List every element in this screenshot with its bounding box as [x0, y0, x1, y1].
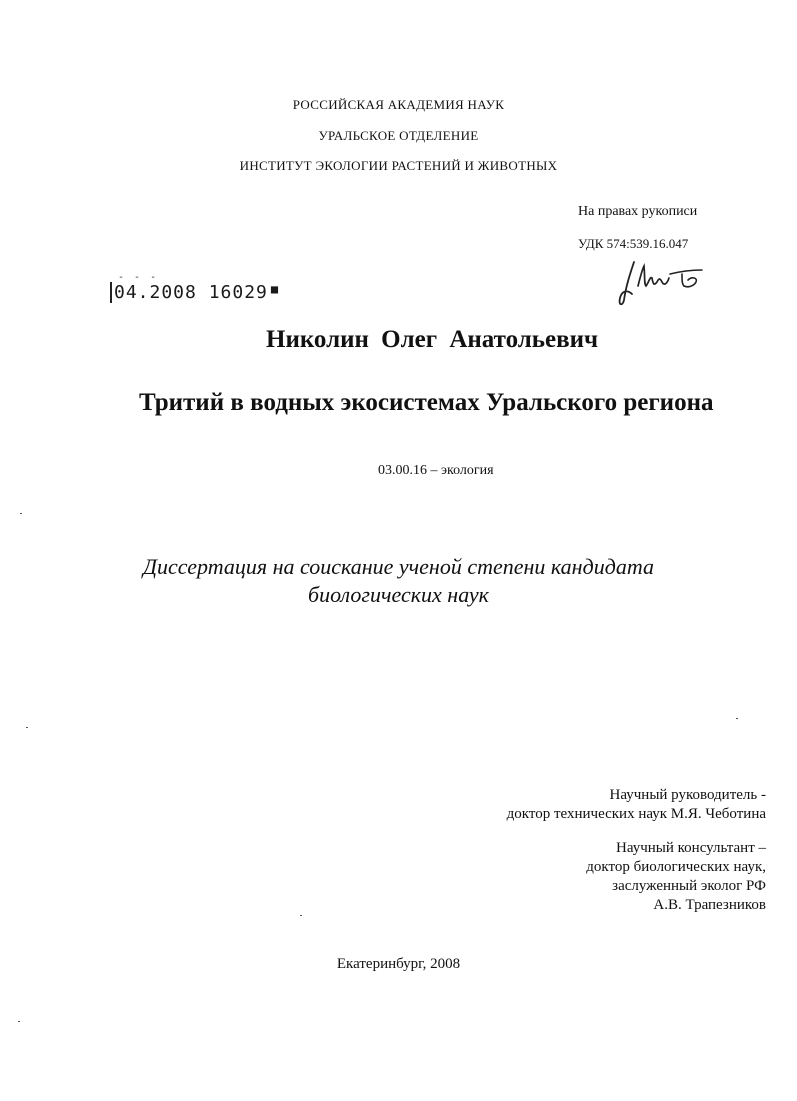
stamp-number-text: 04.2008 16029	[114, 282, 268, 303]
dissertation-statement	[0, 553, 797, 609]
author-name: Николин Олег Анатольевич	[266, 326, 599, 353]
consultant-title: заслуженный эколог РФ	[612, 878, 766, 894]
scan-speck	[20, 513, 22, 514]
handwritten-signature	[612, 256, 712, 313]
supervisor-block	[507, 786, 766, 824]
scan-speck	[300, 915, 302, 916]
scan-speck	[18, 1021, 20, 1022]
supervisor-role: Научный руководитель -	[609, 787, 766, 803]
scan-speck	[736, 718, 738, 719]
dissertation-line-1: Диссертация на соискание ученой степени кандидата	[142, 554, 655, 579]
udc-code: УДК 574:539.16.047	[578, 236, 689, 251]
scan-speck	[26, 727, 28, 728]
consultant-block	[586, 839, 766, 915]
library-stamp-number: 04.2008 16029 ■	[110, 282, 279, 303]
manuscript-rights: На правах рукописи	[578, 204, 698, 219]
consultant-role: Научный консультант –	[616, 840, 766, 856]
stamp-dots: - - -	[118, 272, 159, 283]
consultant-name: А.В. Трапезников	[653, 897, 766, 913]
city-year: Екатеринбург, 2008	[336, 956, 461, 972]
signature-svg	[612, 256, 712, 308]
dissertation-line-2: биологических наук	[308, 582, 489, 607]
specialty-code: 03.00.16 – экология	[378, 463, 494, 478]
consultant-degree: доктор биологических наук,	[586, 859, 766, 875]
institute-name: ИНСТИТУТ ЭКОЛОГИИ РАСТЕНИЙ И ЖИВОТНЫХ	[239, 158, 558, 173]
academy-name: РОССИЙСКАЯ АКАДЕМИЯ НАУК	[292, 97, 505, 112]
supervisor-name: доктор технических наук М.Я. Чеботина	[506, 806, 766, 822]
dissertation-title: Тритий в водных экосистемах Уральского региона	[139, 389, 714, 416]
branch-name: УРАЛЬСКОЕ ОТДЕЛЕНИЕ	[318, 128, 479, 143]
